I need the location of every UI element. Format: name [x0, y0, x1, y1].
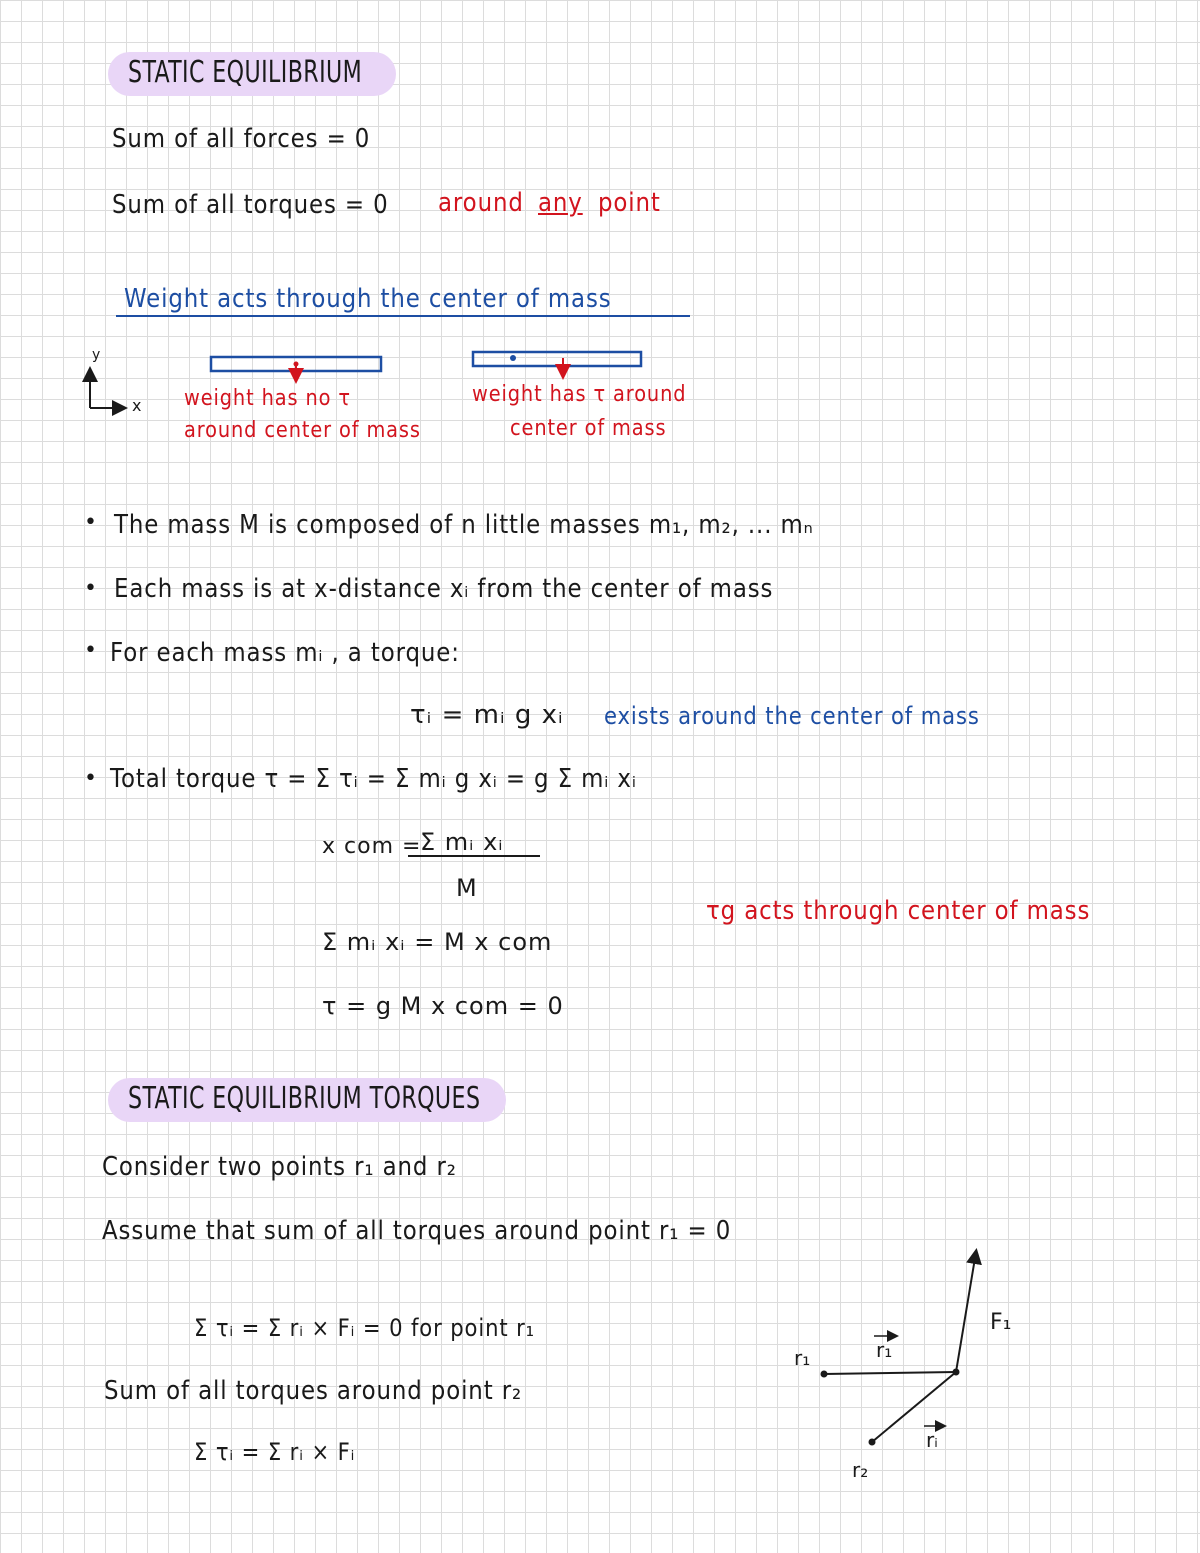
- xcom-denominator: M: [456, 874, 478, 902]
- bullet-dot-3: •: [84, 638, 97, 663]
- torque-equation: τᵢ = mᵢ g xᵢ: [410, 700, 564, 730]
- label-r1-vector: r₁: [876, 1338, 893, 1362]
- label-ri-vector: rᵢ: [926, 1428, 938, 1452]
- sum-around-r2-line: Sum of all torques around point r₂: [104, 1376, 523, 1406]
- equation-1: Σ τᵢ = Σ rᵢ × Fᵢ = 0 for point r₁: [194, 1314, 536, 1342]
- bullet-dot-2: •: [84, 576, 97, 601]
- xcom-lhs: x com =: [322, 834, 422, 859]
- caption-left-line1: weight has no τ: [184, 386, 351, 411]
- total-torque-line: Total torque τ = Σ τᵢ = Σ mᵢ g xᵢ = g Σ mᵢ xᵢ: [110, 764, 637, 794]
- equation-2: Σ τᵢ = Σ rᵢ × Fᵢ: [194, 1438, 356, 1466]
- xcom-numerator: Σ mᵢ xᵢ: [420, 828, 504, 856]
- caption-left-line2: around center of mass: [184, 418, 421, 443]
- caption-right-line1: weight has τ around: [472, 382, 687, 407]
- assume-line: Assume that sum of all torques around point r₁ = 0: [102, 1216, 732, 1246]
- tau-zero-equation: τ = g M x com = 0: [322, 992, 564, 1020]
- axis-icon: [90, 370, 124, 408]
- section-title-2: STATIC EQUILIBRIUM TORQUES: [128, 1081, 481, 1116]
- torques-note-prefix: around: [438, 188, 524, 218]
- bullet-dot-4: •: [84, 766, 97, 791]
- axis-x-label: x: [132, 396, 142, 415]
- torques-line: Sum of all torques = 0: [112, 190, 389, 220]
- bullet-3: For each mass mᵢ , a torque:: [110, 638, 460, 668]
- torque-equation-note: exists around the center of mass: [604, 702, 980, 730]
- torques-note-suffix: point: [598, 188, 661, 218]
- com-dot-right: [510, 355, 516, 361]
- bar-right: [473, 352, 641, 366]
- forces-line: Sum of all forces = 0: [112, 124, 371, 154]
- caption-right-line2: center of mass: [510, 416, 667, 441]
- consider-line: Consider two points r₁ and r₂: [102, 1152, 457, 1182]
- weight-heading: Weight acts through the center of mass: [124, 284, 612, 314]
- axis-y-label: y: [92, 347, 101, 363]
- bullet-2: Each mass is at x-distance xᵢ from the center of mass: [114, 574, 774, 604]
- tau-g-note: τg acts through center of mass: [706, 896, 1091, 926]
- vector-diagram: [821, 1252, 977, 1446]
- section-title: STATIC EQUILIBRIUM: [128, 55, 363, 90]
- torques-note-any: any: [538, 188, 583, 218]
- sum-mx-equation: Σ mᵢ xᵢ = M x com: [322, 928, 553, 956]
- label-r2-point: r₂: [852, 1458, 869, 1482]
- bullet-dot-1: •: [84, 510, 97, 535]
- bullet-1: The mass M is composed of n little masses m₁, m₂, ... mₙ: [114, 510, 814, 540]
- label-F1: F₁: [990, 1310, 1012, 1335]
- label-r1-point: r₁: [794, 1346, 811, 1370]
